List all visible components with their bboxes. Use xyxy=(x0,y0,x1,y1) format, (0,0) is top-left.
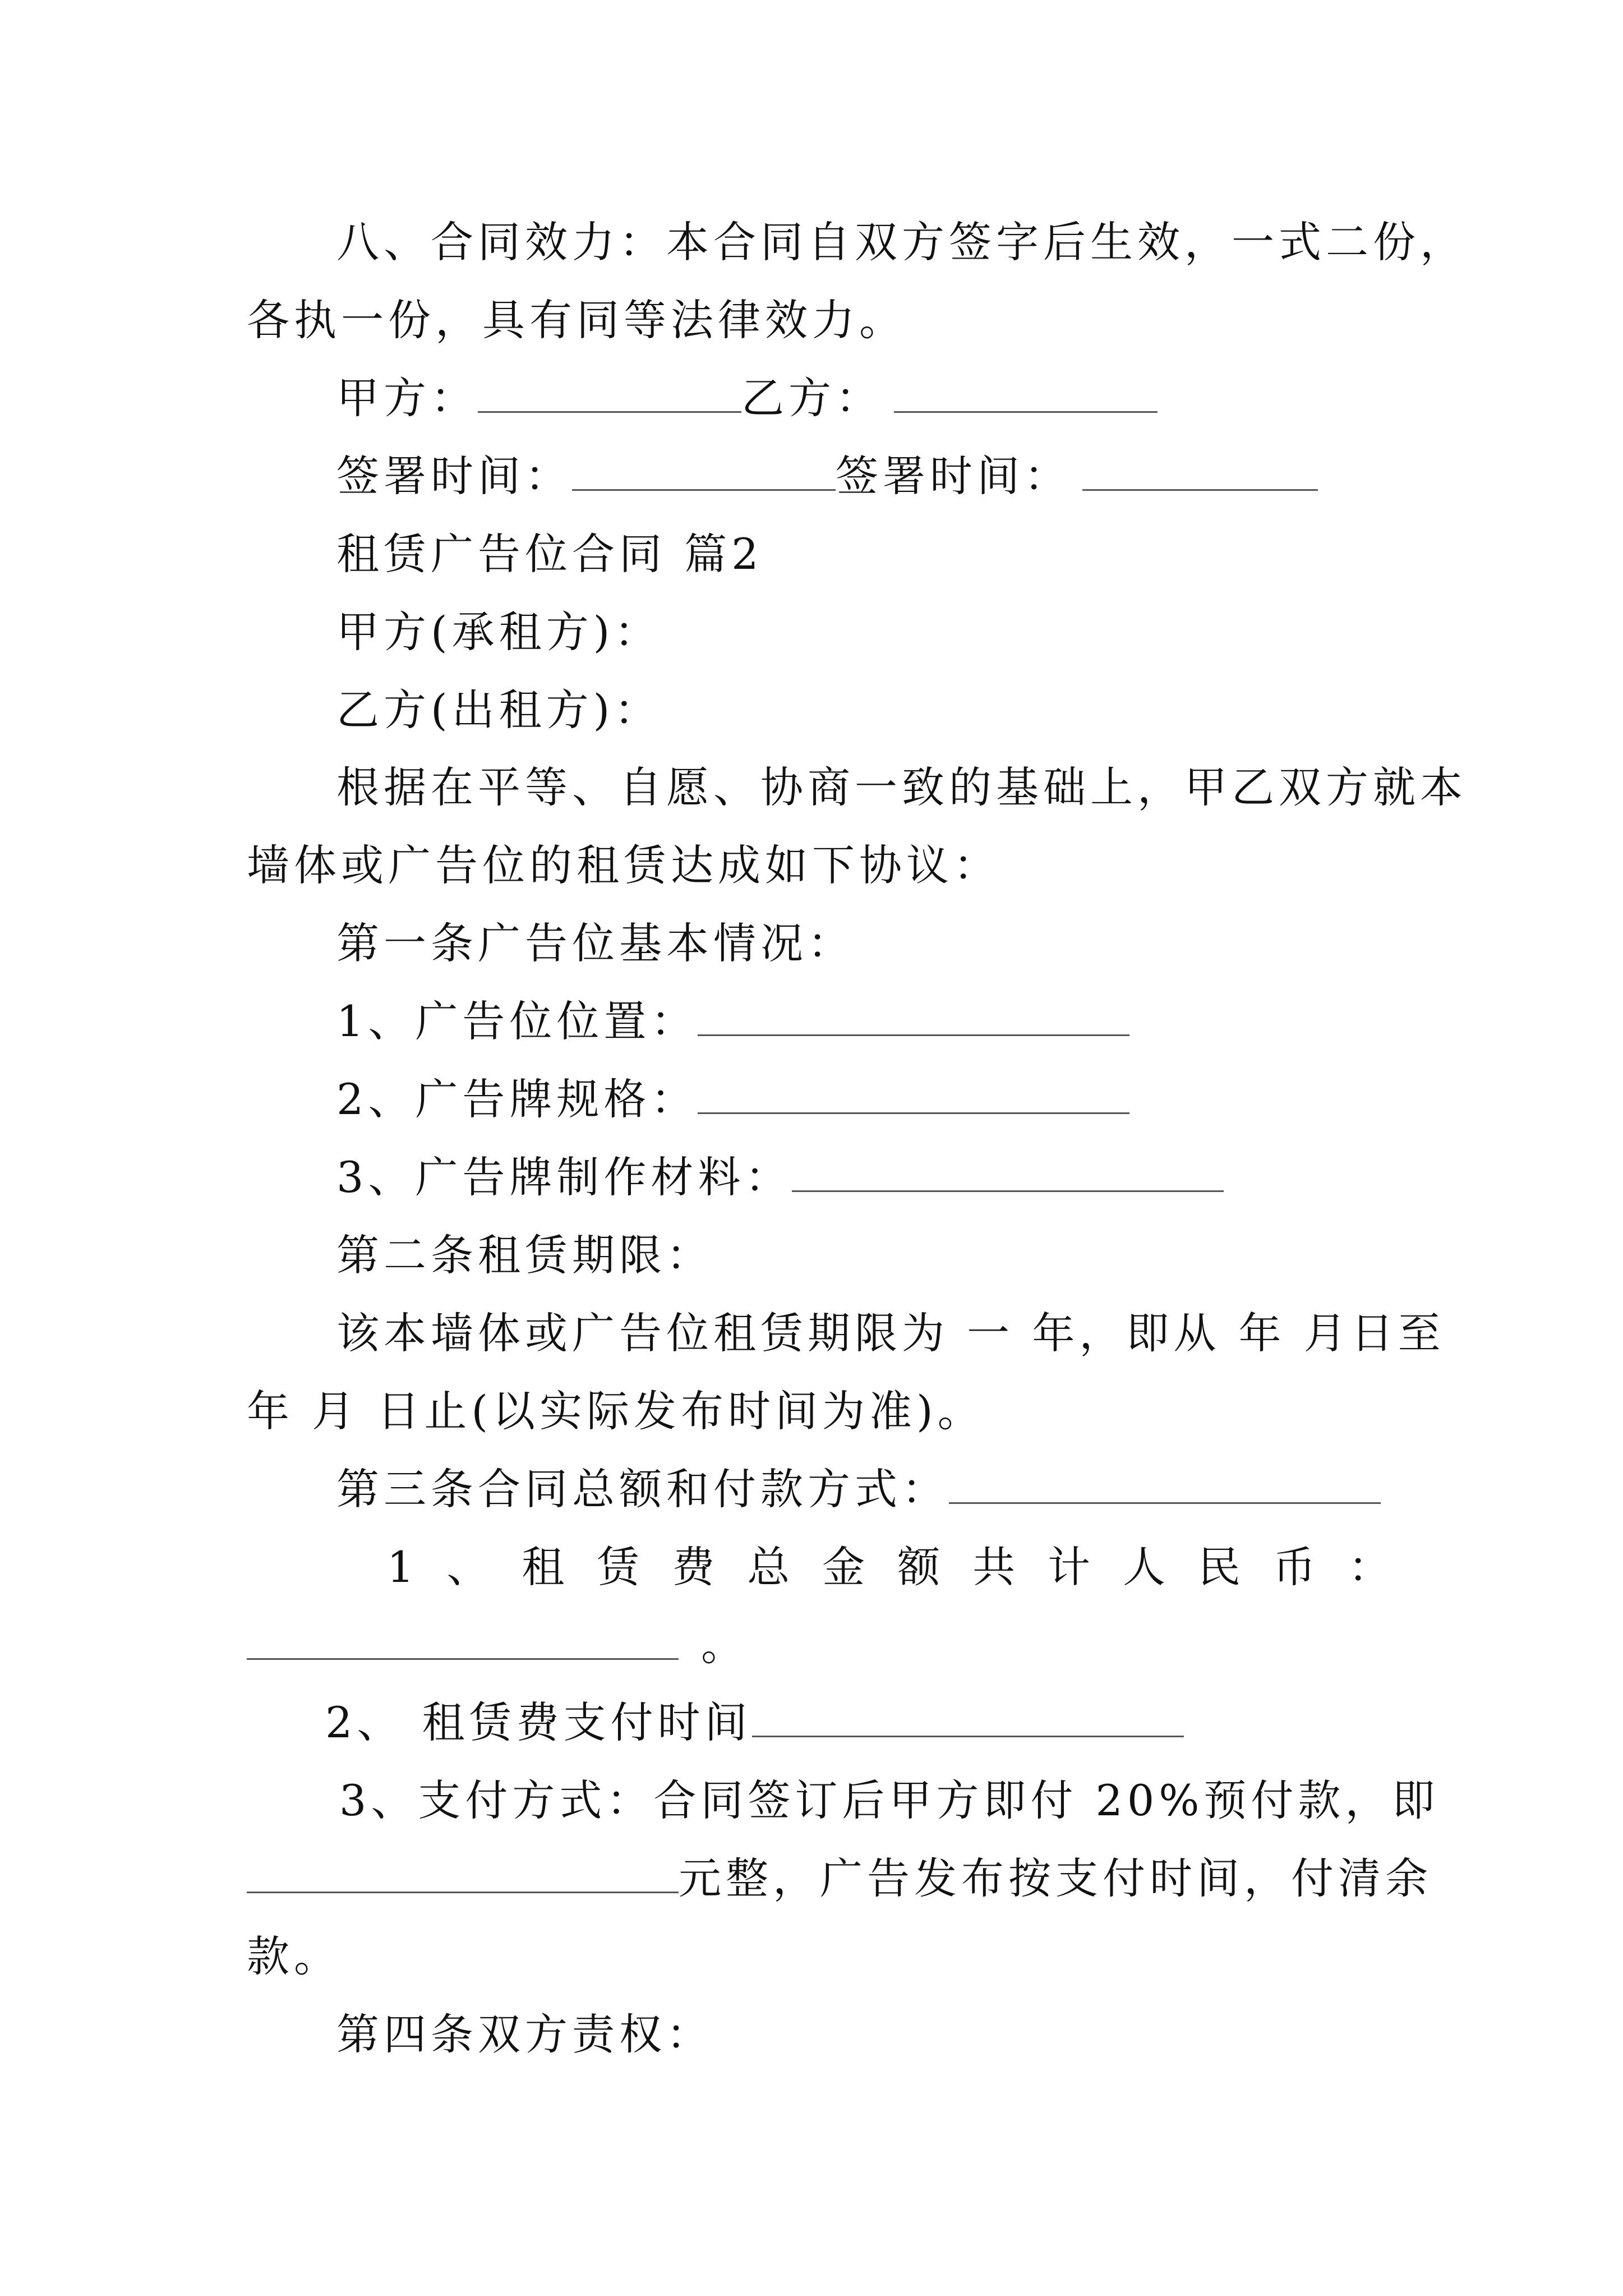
section-title-2: 租赁广告位合同 篇2 xyxy=(336,529,763,579)
sign-time-a-label: 签署时间： xyxy=(336,451,572,501)
intro-line-1: 根据在平等、自愿、协商一致的基础上，甲乙双方就本 xyxy=(336,762,1467,812)
fee-total-char: 民 xyxy=(1198,1542,1241,1592)
article-3-heading: 第三条合同总额和付款方式： xyxy=(336,1464,949,1514)
item-1-label: 1、广告位位置： xyxy=(336,996,698,1046)
fee-total-char: 、 xyxy=(446,1542,490,1592)
clause-8-line-1: 八、合同效力：本合同自双方签字后生效，一式二份， xyxy=(336,217,1467,267)
fee-total-char: 金 xyxy=(822,1542,865,1592)
pay-time-line xyxy=(325,1695,1391,1751)
fee-total-line xyxy=(387,1539,1391,1595)
term-line-1: 该本墙体或广告位租赁期限为 一 年，即从 年 月日至 xyxy=(336,1308,1445,1358)
fee-total-char: 费 xyxy=(672,1542,715,1592)
pay-method-line-3: 款。 xyxy=(247,1931,341,1981)
party-b-blank xyxy=(894,378,1158,413)
fee-total-blank xyxy=(247,1625,679,1660)
item-1-blank xyxy=(698,1001,1129,1036)
pay-method-line-1: 3、支付方式：合同签订后甲方即付 20%预付款，即 xyxy=(339,1775,1440,1825)
fee-total-char: 共 xyxy=(972,1542,1016,1592)
signature-date-line xyxy=(336,448,1391,504)
item-2-blank xyxy=(698,1079,1129,1114)
item-1-line xyxy=(336,993,1391,1050)
article-3-line xyxy=(336,1461,1391,1517)
fee-total-char: 1 xyxy=(387,1542,414,1592)
pay-method-line-2 xyxy=(247,1851,1432,1907)
pay-time-label: 2、 租赁费支付时间 xyxy=(325,1697,752,1747)
fee-total-char: 额 xyxy=(897,1542,940,1592)
fee-total-char: ： xyxy=(1348,1542,1391,1592)
party-b-label: 乙方： xyxy=(741,373,883,423)
lessor-line: 乙方(出租方)： xyxy=(336,685,662,735)
sign-time-b-blank xyxy=(1082,455,1318,491)
sign-time-a-blank xyxy=(572,455,836,491)
intro-line-2: 墙体或广告位的租赁达成如下协议： xyxy=(247,840,1000,890)
article-2-heading: 第二条租赁期限： xyxy=(336,1230,713,1280)
lessee-line: 甲方(承租方)： xyxy=(336,607,662,657)
fee-total-char: 人 xyxy=(1123,1542,1166,1592)
pay-method-blank xyxy=(247,1858,679,1893)
item-3-line xyxy=(336,1149,1391,1205)
sign-time-b-label: 签署时间： xyxy=(836,451,1071,501)
fee-total-end: 。 xyxy=(701,1620,748,1670)
fee-total-char: 币 xyxy=(1272,1542,1316,1592)
fee-total-blank-line xyxy=(247,1617,1391,1673)
article-3-blank xyxy=(949,1469,1381,1504)
fee-total-char: 租 xyxy=(522,1542,565,1592)
pay-time-blank xyxy=(752,1702,1184,1737)
article-4-heading: 第四条双方责权： xyxy=(336,2009,713,2059)
fee-total-char: 总 xyxy=(747,1542,790,1592)
fee-total-char: 计 xyxy=(1048,1542,1091,1592)
party-a-blank xyxy=(478,378,741,413)
fee-total-char: 赁 xyxy=(597,1542,640,1592)
clause-8-line-2: 各执一份，具有同等法律效力。 xyxy=(247,295,906,345)
item-3-blank xyxy=(792,1157,1224,1192)
party-a-label: 甲方： xyxy=(336,373,478,423)
pay-method-line-2-text: 元整，广告发布按支付时间，付清余 xyxy=(679,1853,1432,1903)
item-2-line xyxy=(336,1071,1391,1128)
item-2-label: 2、广告牌规格： xyxy=(336,1074,698,1124)
term-line-2: 年 月 日止(以实际发布时间为准)。 xyxy=(247,1386,985,1436)
signature-parties-line xyxy=(336,370,1391,426)
item-3-label: 3、广告牌制作材料： xyxy=(336,1152,792,1202)
article-1-heading: 第一条广告位基本情况： xyxy=(336,918,855,968)
